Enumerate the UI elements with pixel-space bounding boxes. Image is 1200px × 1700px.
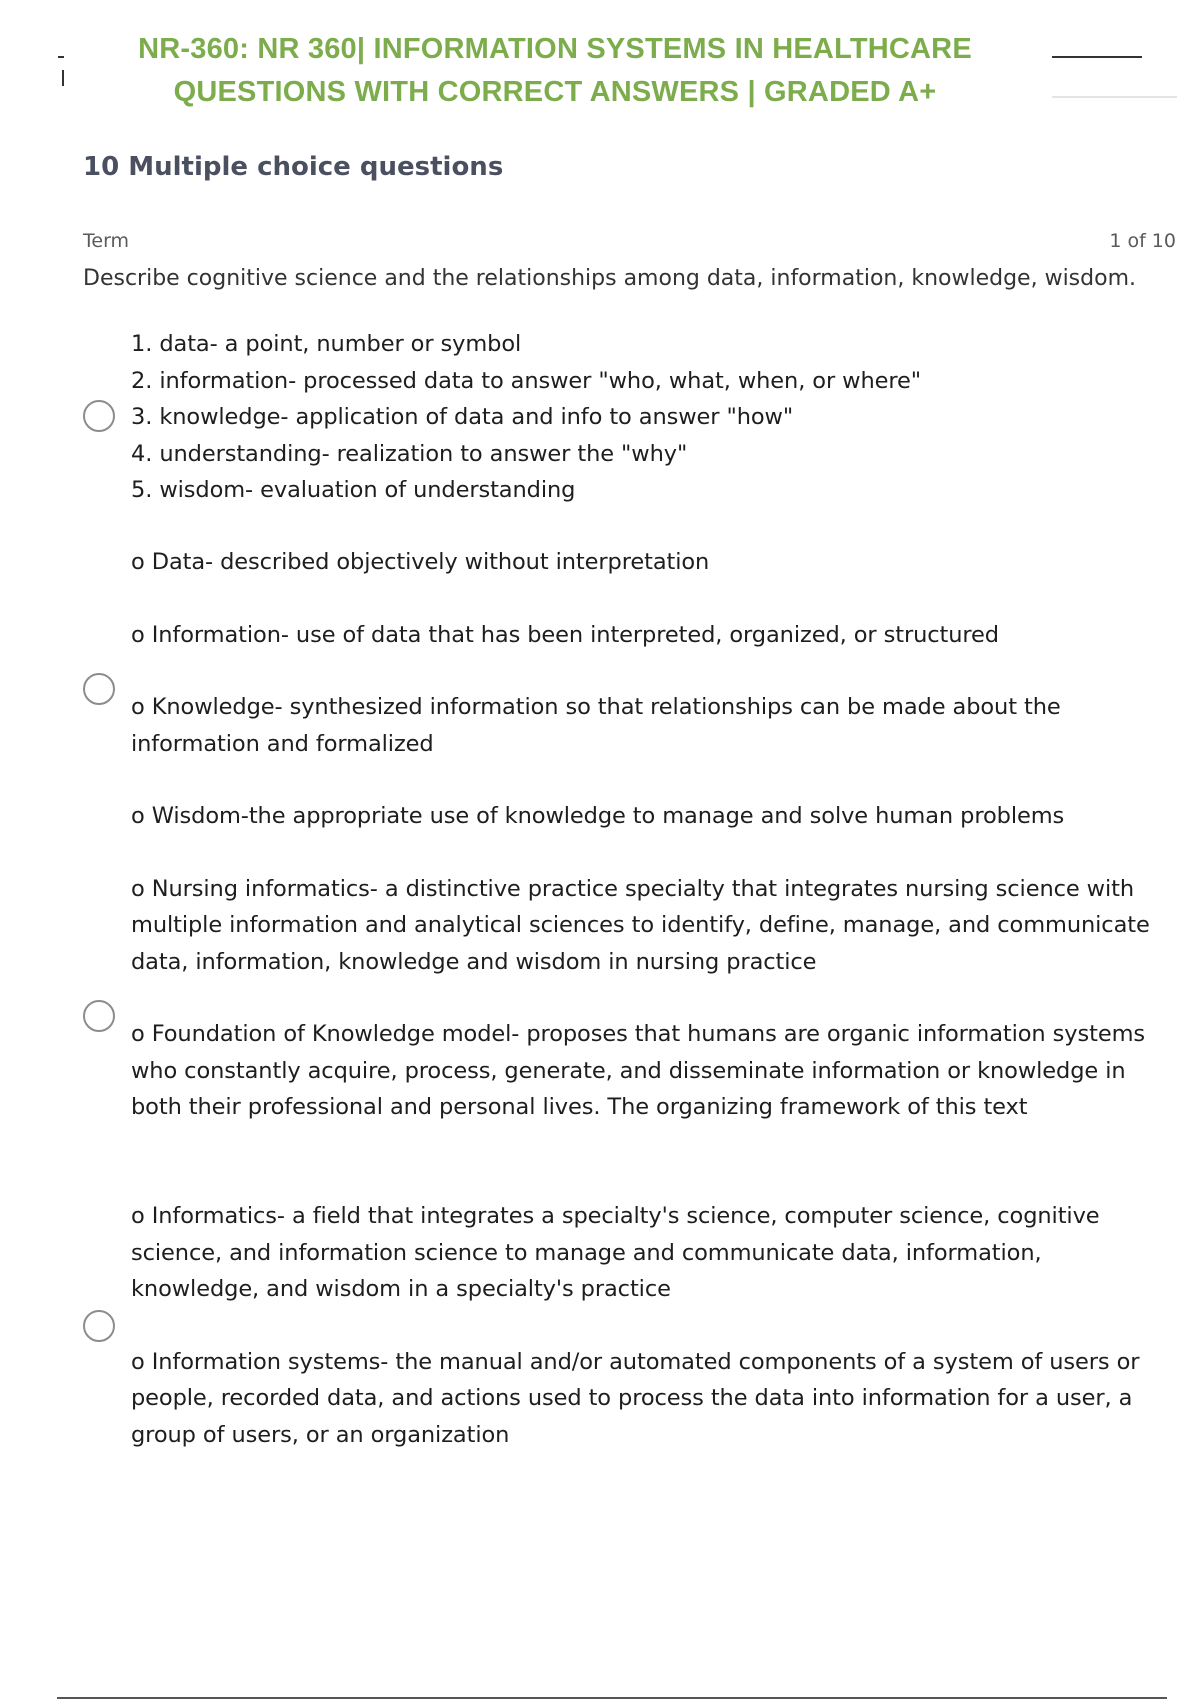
option-2-answer[interactable] [131,544,1161,762]
answer-line: o Informatics- a field that integrates a specialty's science, computer science, cognitive science, and information science to manage and communicate data, information, knowledge, and wisdom in a specialty's practice [131,1203,1100,1302]
answer-line: o Knowledge- synthesized information so that relationships can be made about the information and formalized [131,694,1061,757]
option-4-answer[interactable] [131,1198,1161,1453]
answer-line: o Information- use of data that has been interpreted, organized, or structured [131,621,999,648]
answer-line: 1. data- a point, number or symbol [131,331,522,357]
option-2-radio[interactable] [83,673,115,705]
term-label: Term [83,230,130,252]
header-rule [1052,56,1142,58]
option-3-answer[interactable] [131,798,1161,1126]
title-line-1: NR-360: NR 360| INFORMATION SYSTEMS IN HEALTHCARE [138,33,972,65]
answer-line: o Wisdom-the appropriate use of knowledge to manage and solve human problems [131,803,1065,829]
document-title [0,28,1060,114]
section-heading: 10 Multiple choice questions [83,152,504,182]
title-line-2: QUESTIONS WITH CORRECT ANSWERS | GRADED A+ [173,76,937,108]
answer-line: 3. knowledge- application of data and info to answer "how" [131,404,794,430]
answer-line: 5. wisdom- evaluation of understanding [131,477,576,503]
option-3-radio[interactable] [83,1000,115,1032]
answer-line: o Nursing informatics- a distinctive practice specialty that integrates nursing science with multiple information and analytical sciences to identify, define, manage, and communicate data, information, knowledge and wisdom in nursing practice [131,875,1150,975]
answer-line: o Information systems- the manual and/or automated components of a system of users or people, recorded data, and actions used to process the data into information for a user, a group of users, or an organization [131,1348,1140,1448]
footer-rule [57,1697,1167,1699]
option-1-radio[interactable] [83,400,115,432]
option-1-answer[interactable] [131,326,1161,509]
question-counter: 1 of 10 [1109,230,1176,252]
answer-line: 4. understanding- realization to answer the "why" [131,440,688,467]
answer-line: 2. information- processed data to answer "who, what, when, or where" [131,367,922,394]
header-rule-faint [1052,96,1177,98]
option-4-radio[interactable] [83,1310,115,1342]
answer-line: o Foundation of Knowledge model- proposes that humans are organic information systems who constantly acquire, process, generate, and disseminate information or knowledge in both their professional and personal lives. The organizing framework of this text [131,1021,1146,1120]
answer-line: o Data- described objectively without interpretation [131,549,710,575]
question-text: Describe cognitive science and the relationships among data, information, knowledge, wisdom. [83,266,1136,291]
